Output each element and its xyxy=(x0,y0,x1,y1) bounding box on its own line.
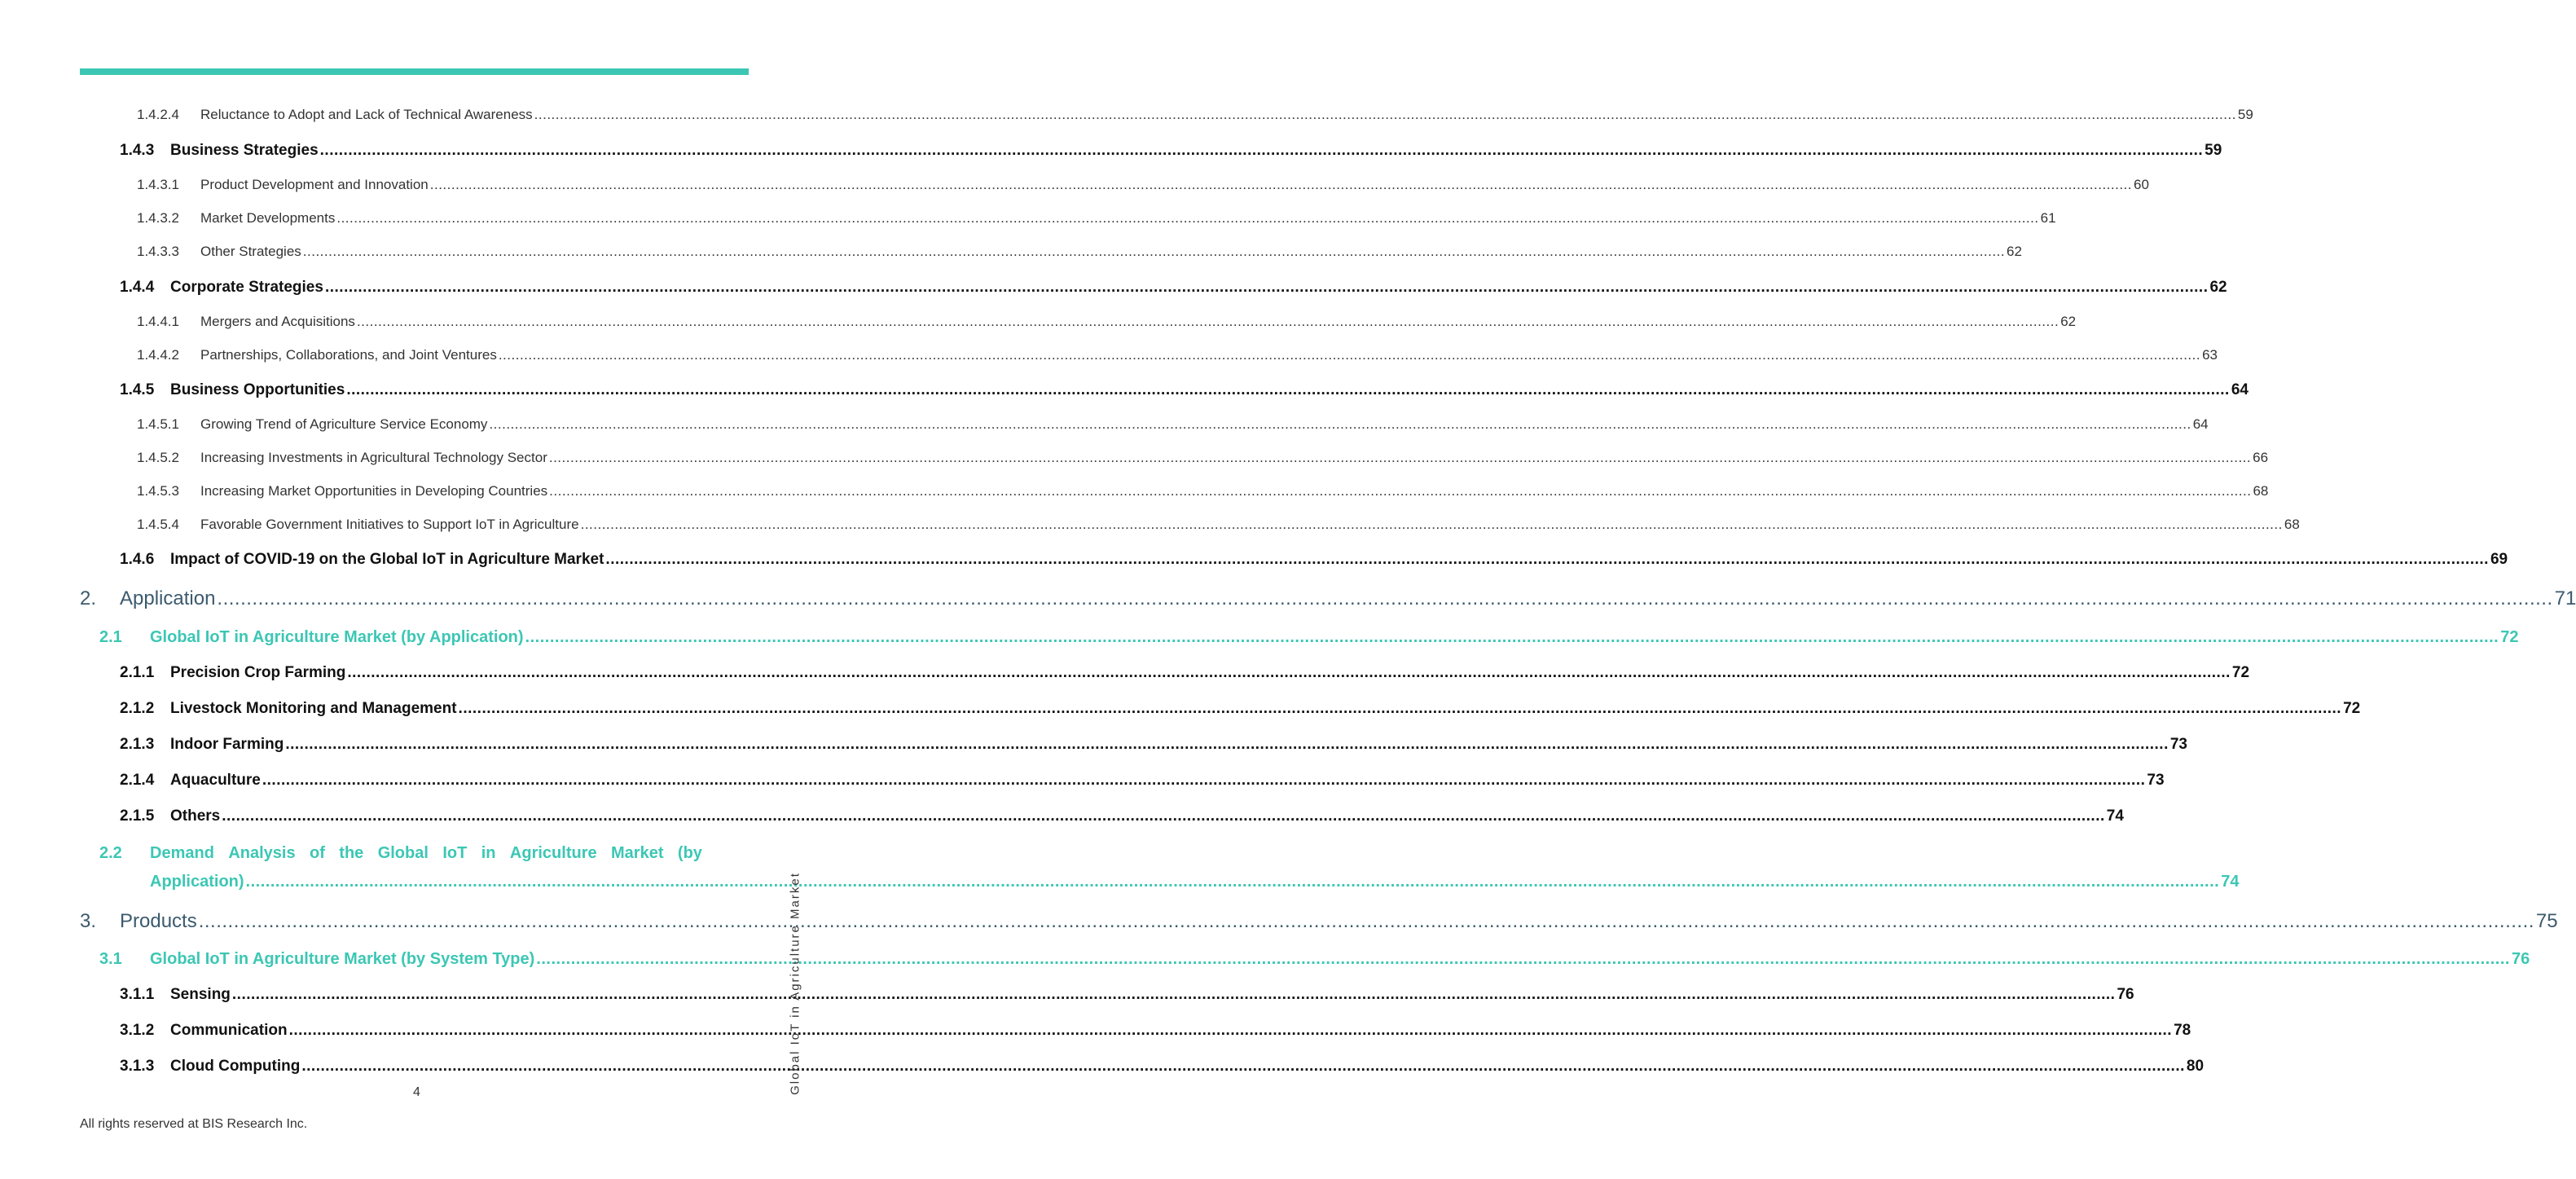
toc-entry[interactable] xyxy=(137,416,2209,433)
toc-entry-page: 66 xyxy=(2253,450,2269,465)
toc-entry-page: 62 xyxy=(2007,244,2022,259)
toc-entry-page: 78 xyxy=(2174,1022,2191,1039)
toc-entry-number: 3.1 xyxy=(99,950,122,968)
toc-entry-number: 1.4.4 xyxy=(120,279,155,296)
toc-entry-label: Business Strategies xyxy=(170,142,319,159)
toc-entry-page: 74 xyxy=(2106,807,2124,825)
toc-entry-label: Sensing xyxy=(170,986,231,1003)
toc-entry-word: (by xyxy=(677,844,702,862)
toc-leader-dots: ................................................................................................................................................................................................................................................................................................................................................................................................................ xyxy=(498,347,2201,363)
toc-entry-number: 2.1.4 xyxy=(120,772,155,789)
toc-entry[interactable] xyxy=(137,483,2269,499)
toc-entry-label-line1 xyxy=(150,844,702,863)
toc-entry-page: 68 xyxy=(2284,517,2300,532)
toc-entry-page: 68 xyxy=(2253,483,2269,499)
toc-entry-page: 76 xyxy=(2511,950,2530,968)
toc-entry-label: Increasing Investments in Agricultural Technology Sector xyxy=(200,450,547,465)
toc-entry[interactable] xyxy=(137,314,2077,330)
toc-entry-label: Others xyxy=(170,807,221,825)
toc-entry-word: in xyxy=(481,844,496,862)
toc-entry-label: Impact of COVID-19 on the Global IoT in Agriculture Market xyxy=(170,551,604,568)
toc-entry-label: Aquaculture xyxy=(170,772,261,789)
toc-entry-page: 64 xyxy=(2192,416,2209,432)
toc-entry-number: 1.4.2.4 xyxy=(137,107,179,122)
toc-entry[interactable] xyxy=(120,664,2250,682)
toc-entry[interactable] xyxy=(120,736,2187,754)
toc-entry-label: Livestock Monitoring and Management xyxy=(170,700,457,717)
toc-entry-number: 3.1.1 xyxy=(120,986,155,1003)
toc-entry-label: Global IoT in Agriculture Market (by System Type) xyxy=(150,950,535,968)
toc-entry-label: Favorable Government Initiatives to Support IoT in Agriculture xyxy=(200,517,579,532)
toc-entry-page: 60 xyxy=(2134,177,2149,192)
toc-entry-number: 3.1.3 xyxy=(120,1058,155,1075)
toc-entry-number: 1.4.4.1 xyxy=(137,314,179,329)
toc-entry-label: Application xyxy=(120,587,216,609)
toc-leader-dots: ................................................................................................................................................................................................................................................................................................................................................................................................................ xyxy=(489,416,2191,432)
toc-entry-word: Market xyxy=(611,844,664,862)
toc-entry[interactable] xyxy=(137,210,2056,227)
toc-entry-label: Corporate Strategies xyxy=(170,279,323,296)
toc-entry-number: 1.4.4.2 xyxy=(137,347,179,363)
toc-entry-number: 1.4.3 xyxy=(120,142,155,159)
toc-leader-dots: ................................................................................................................................................................................................................................................................................................................................................................................................................ xyxy=(285,736,2169,753)
toc-entry-page: 64 xyxy=(2231,381,2249,398)
page-number: 4 xyxy=(413,1085,420,1099)
toc-entry-word: Demand xyxy=(150,844,214,862)
toc-entry-page: 76 xyxy=(2117,986,2134,1003)
toc-entry-number: 2.1 xyxy=(99,628,122,646)
toc-entry-label: Indoor Farming xyxy=(170,736,284,753)
toc-entry-number: 2.1.2 xyxy=(120,700,155,717)
toc-chapter-entry[interactable] xyxy=(80,910,2558,933)
toc-entry[interactable] xyxy=(137,177,2149,193)
toc-entry[interactable] xyxy=(137,517,2300,533)
toc-entry-label-line2: Application) xyxy=(150,873,244,891)
toc-entry-number: 2.1.1 xyxy=(120,664,155,681)
toc-entry-page: 80 xyxy=(2186,1058,2205,1075)
toc-entry-label: Cloud Computing xyxy=(170,1058,301,1075)
toc-leader-dots: ................................................................................................................................................................................................................................................................................................................................................................................................................ xyxy=(429,177,2133,192)
toc-entry[interactable] xyxy=(120,1058,2205,1076)
toc-entry-page: 75 xyxy=(2535,910,2558,932)
toc-leader-dots: ................................................................................................................................................................................................................................................................................................................................................................................................................ xyxy=(231,986,2116,1003)
toc-leader-dots: ................................................................................................................................................................................................................................................................................................................................................................................................................ xyxy=(347,664,2231,681)
toc-entry-page: 72 xyxy=(2343,700,2361,717)
toc-entry-label: Increasing Market Opportunities in Developing Countries xyxy=(200,483,548,499)
toc-entry-label: Mergers and Acquisitions xyxy=(200,314,355,329)
toc-entry-page: 63 xyxy=(2202,347,2218,363)
toc-entry[interactable] xyxy=(120,142,2222,160)
toc-entry-page: 59 xyxy=(2205,142,2222,159)
toc-entry-line2 xyxy=(150,873,2240,891)
toc-leader-dots: ................................................................................................................................................................................................................................................................................................................................................................................................................ xyxy=(262,772,2146,789)
toc-leader-dots: ................................................................................................................................................................................................................................................................................................................................................................................................................ xyxy=(245,873,2220,891)
toc-entry[interactable] xyxy=(120,279,2227,297)
toc-leader-dots: ................................................................................................................................................................................................................................................................................................................................................................................................................ xyxy=(580,517,2283,532)
toc-entry[interactable] xyxy=(120,986,2134,1004)
toc-entry-number: 2.1.5 xyxy=(120,807,155,825)
toc-entry-number: 1.4.6 xyxy=(120,551,155,568)
toc-entry[interactable] xyxy=(137,347,2218,363)
toc-chapter-entry[interactable] xyxy=(80,587,2576,610)
toc-entry-word: Agriculture xyxy=(509,844,597,862)
toc-entry[interactable] xyxy=(99,950,2530,969)
toc-entry[interactable] xyxy=(120,551,2508,569)
toc-leader-dots: ................................................................................................................................................................................................................................................................................................................................................................................................................ xyxy=(217,587,2553,609)
toc-entry[interactable] xyxy=(137,450,2269,466)
toc-entry-number: 1.4.5 xyxy=(120,381,155,398)
toc-leader-dots: ................................................................................................................................................................................................................................................................................................................................................................................................................ xyxy=(336,210,2039,226)
toc-entry-page: 71 xyxy=(2554,587,2576,609)
toc-entry-page: 62 xyxy=(2060,314,2077,329)
toc-entry-label: Other Strategies xyxy=(200,244,301,259)
toc-entry[interactable] xyxy=(120,772,2165,790)
toc-entry-number: 1.4.3.1 xyxy=(137,177,179,192)
toc-entry-label: Precision Crop Farming xyxy=(170,664,346,681)
toc-leader-dots: ................................................................................................................................................................................................................................................................................................................................................................................................................ xyxy=(346,381,2230,398)
toc-entry[interactable] xyxy=(137,244,2022,260)
toc-entry-page: 69 xyxy=(2490,551,2508,568)
toc-leader-dots: ................................................................................................................................................................................................................................................................................................................................................................................................................ xyxy=(324,279,2209,296)
toc-leader-dots: ................................................................................................................................................................................................................................................................................................................................................................................................................ xyxy=(302,244,2006,259)
toc-entry-label: Global IoT in Agriculture Market (by Application) xyxy=(150,628,524,646)
toc-entry-page: 72 xyxy=(2500,628,2519,646)
toc-entry-page: 73 xyxy=(2147,772,2165,789)
footer-copyright: All rights reserved at BIS Research Inc. xyxy=(80,1117,308,1131)
toc-entry[interactable] xyxy=(120,1022,2191,1040)
toc-leader-dots: ................................................................................................................................................................................................................................................................................................................................................................................................................ xyxy=(319,142,2204,159)
toc-entry[interactable] xyxy=(120,381,2249,399)
toc-entry-label: Partnerships, Collaborations, and Joint Ventures xyxy=(200,347,497,363)
toc-entry[interactable] xyxy=(137,107,2253,123)
toc-leader-dots: ................................................................................................................................................................................................................................................................................................................................................................................................................ xyxy=(605,551,2489,568)
toc-entry-page: 59 xyxy=(2237,107,2253,122)
toc-leader-dots: ................................................................................................................................................................................................................................................................................................................................................................................................................ xyxy=(536,950,2510,968)
toc-entry-number: 1.4.5.3 xyxy=(137,483,179,499)
toc-entry-page: 74 xyxy=(2221,873,2240,891)
toc-entry-label: Market Developments xyxy=(200,210,336,226)
toc-entry-page: 73 xyxy=(2169,736,2187,753)
toc-entry-number: 3. xyxy=(80,910,97,932)
side-running-title: Global IoT in Agriculture Market xyxy=(788,872,802,1095)
toc-entry-number: 2.1.3 xyxy=(120,736,155,753)
toc-entry-number: 3.1.2 xyxy=(120,1022,155,1039)
toc-leader-dots: ................................................................................................................................................................................................................................................................................................................................................................................................................ xyxy=(356,314,2059,329)
toc-entry-number: 1.4.5.4 xyxy=(137,517,179,532)
toc-entry-page: 61 xyxy=(2040,210,2056,226)
toc-entry-number: 1.4.3.2 xyxy=(137,210,179,226)
toc-leader-dots: ................................................................................................................................................................................................................................................................................................................................................................................................................ xyxy=(198,910,2534,932)
toc-leader-dots: ................................................................................................................................................................................................................................................................................................................................................................................................................ xyxy=(458,700,2342,717)
toc-entry-word: IoT xyxy=(442,844,468,862)
toc-entry-page: 62 xyxy=(2209,279,2227,296)
toc-entry-word: Analysis xyxy=(228,844,296,862)
toc-entry-label: Products xyxy=(120,910,197,932)
toc-entry-label: Business Opportunities xyxy=(170,381,345,398)
toc-entry[interactable] xyxy=(99,628,2519,647)
toc-entry-number: 1.4.5.2 xyxy=(137,450,179,465)
toc-leader-dots: ................................................................................................................................................................................................................................................................................................................................................................................................................ xyxy=(534,107,2236,122)
toc-leader-dots: ................................................................................................................................................................................................................................................................................................................................................................................................................ xyxy=(301,1058,2185,1075)
toc-leader-dots: ................................................................................................................................................................................................................................................................................................................................................................................................................ xyxy=(288,1022,2173,1039)
toc-leader-dots: ................................................................................................................................................................................................................................................................................................................................................................................................................ xyxy=(549,483,2252,499)
toc-entry-label: Communication xyxy=(170,1022,288,1039)
toc-entry-label: Reluctance to Adopt and Lack of Technical Awareness xyxy=(200,107,533,122)
toc-entry-label: Product Development and Innovation xyxy=(200,177,429,192)
toc-entry-number: 1.4.3.3 xyxy=(137,244,179,259)
toc-leader-dots: ................................................................................................................................................................................................................................................................................................................................................................................................................ xyxy=(222,807,2105,825)
toc-entry-word: Global xyxy=(377,844,429,862)
toc-leader-dots: ................................................................................................................................................................................................................................................................................................................................................................................................................ xyxy=(548,450,2252,465)
toc-entry-page: 72 xyxy=(2231,664,2250,681)
toc-entry-word: of xyxy=(309,844,325,862)
toc-leader-dots: ................................................................................................................................................................................................................................................................................................................................................................................................................ xyxy=(525,628,2499,646)
toc-entry-number: 2.2 xyxy=(99,844,122,862)
toc-entry-number: 2. xyxy=(80,587,97,609)
toc-entry-number: 1.4.5.1 xyxy=(137,416,179,432)
toc-entry[interactable] xyxy=(120,807,2124,825)
toc-entry[interactable] xyxy=(120,700,2361,718)
toc-entry-word: the xyxy=(339,844,364,862)
toc-entry-label: Growing Trend of Agriculture Service Economy xyxy=(200,416,488,432)
